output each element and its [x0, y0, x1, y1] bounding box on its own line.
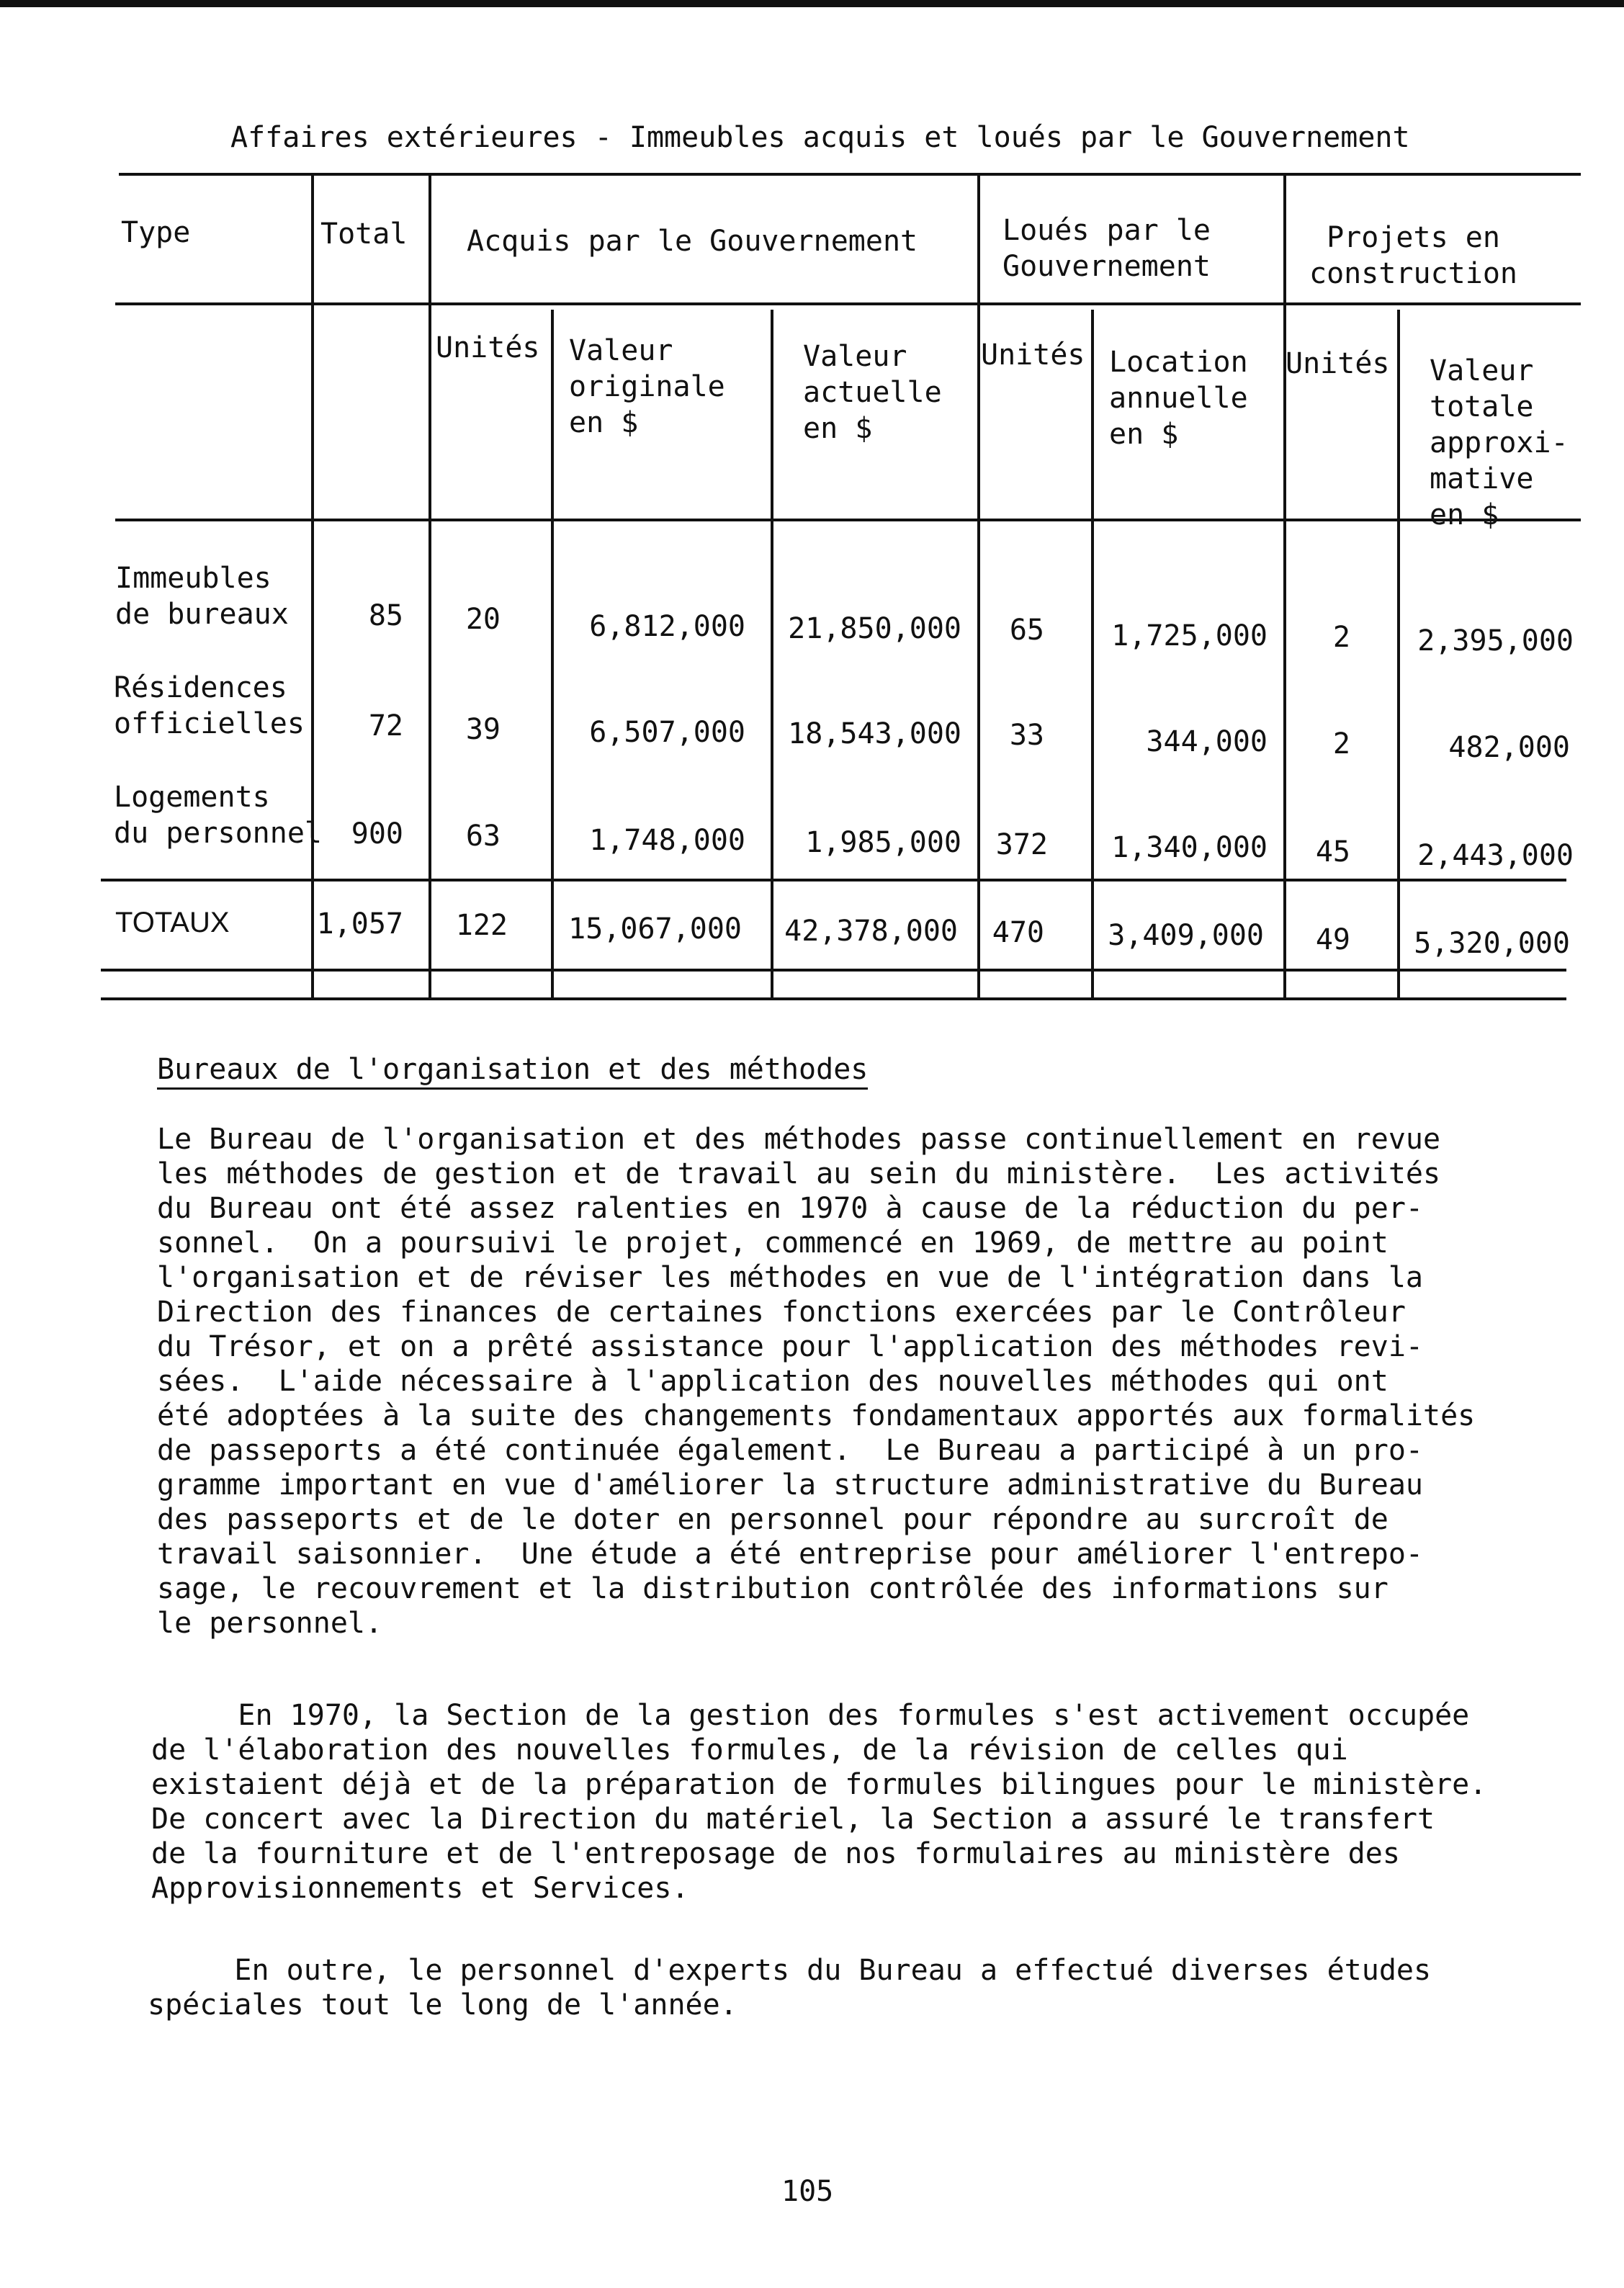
totals-total: 1,057 [316, 907, 403, 941]
row-unites-loues: 372 [995, 828, 1048, 861]
subheader-unites-acquis: Unités [436, 331, 540, 364]
totals-valeur-originale: 15,067,000 [568, 912, 742, 946]
table-col-rule [311, 173, 314, 997]
subheader-unites-loues: Unités [981, 338, 1085, 372]
table-title: Affaires extérieures - Immeubles acquis et loués par le Gouvernement [230, 121, 1410, 154]
table-col-rule [977, 173, 980, 997]
subheader-unites-projets: Unités [1286, 347, 1390, 380]
row-unites-acquis: 63 [465, 820, 501, 853]
col-header-projets: Projets en construction [1309, 221, 1517, 290]
col-header-type: Type [121, 216, 191, 249]
table-rule-bottom [101, 997, 1566, 1000]
row-valeur-originale: 1,748,000 [589, 824, 745, 857]
totals-valeur-actuelle: 42,378,000 [784, 915, 958, 948]
row-type: Logements du personnel [114, 781, 322, 850]
row-unites-projets: 2 [1332, 727, 1350, 761]
table-rule-header [115, 302, 1581, 305]
row-valeur-originale: 6,812,000 [589, 610, 745, 643]
body-paragraph: En 1970, la Section de la gestion des formules s'est activement occupée de l'élaboration des nouvelles formules, de la révision de celles qui existaient déjà et de la préparation de formules bilingues pour le ministère. De concert avec la Direction du matériel, la Section a assuré le transfert de la fourniture et de l'entreposage de nos formulaires au ministère des Approvisionnements et Services. [151, 1699, 1487, 1905]
row-valeur-totale: 482,000 [1448, 731, 1570, 764]
table-col-rule [429, 173, 431, 997]
row-unites-loues: 33 [1009, 719, 1044, 752]
row-valeur-actuelle: 1,985,000 [805, 826, 961, 859]
row-location-annuelle: 1,725,000 [1111, 619, 1268, 652]
row-total: 85 [368, 599, 403, 632]
row-valeur-originale: 6,507,000 [589, 716, 745, 749]
totals-valeur-totale: 5,320,000 [1414, 927, 1570, 960]
table-col-rule [1283, 173, 1286, 997]
row-valeur-totale: 2,395,000 [1417, 624, 1574, 658]
table-rule-totals [101, 969, 1566, 972]
row-valeur-totale: 2,443,000 [1417, 839, 1574, 872]
buildings-table [0, 0, 1624, 1023]
table-rule-subheader [115, 519, 1581, 521]
row-unites-acquis: 39 [465, 713, 501, 746]
subheader-location-annuelle: Location annuelle en $ [1109, 346, 1248, 451]
table-col-rule [1397, 310, 1400, 997]
totals-unites-loues: 470 [992, 916, 1044, 949]
row-valeur-actuelle: 18,543,000 [788, 717, 961, 750]
totals-location-annuelle: 3,409,000 [1108, 919, 1264, 952]
row-unites-projets: 45 [1315, 835, 1350, 869]
row-location-annuelle: 344,000 [1146, 725, 1268, 758]
table-rule-body [101, 879, 1566, 881]
totals-unites-acquis: 122 [455, 909, 508, 942]
row-total: 900 [351, 817, 403, 851]
row-unites-projets: 2 [1332, 621, 1350, 654]
row-location-annuelle: 1,340,000 [1111, 831, 1268, 864]
table-col-rule [551, 310, 554, 997]
table-col-rule [771, 310, 773, 997]
col-header-loues: Loués par le Gouvernement [1002, 214, 1211, 283]
row-unites-loues: 65 [1009, 614, 1044, 647]
totals-label: TOTAUX [115, 907, 230, 938]
totals-unites-projets: 49 [1315, 923, 1350, 956]
row-valeur-actuelle: 21,850,000 [788, 612, 961, 645]
row-type: Immeubles de bureaux [115, 562, 289, 631]
col-header-total: Total [320, 217, 408, 251]
col-header-acquis: Acquis par le Gouvernement [467, 225, 918, 258]
table-col-rule [1091, 310, 1094, 997]
subheader-valeur-totale: Valeur totale approxi- mative en $ [1430, 354, 1569, 531]
row-unites-acquis: 20 [465, 603, 501, 636]
row-type: Résidences officielles [114, 671, 305, 740]
section-heading: Bureaux de l'organisation et des méthodes [157, 1053, 868, 1090]
row-total: 72 [368, 709, 403, 743]
body-paragraph: Le Bureau de l'organisation et des méthodes passe continuellement en revue les méthodes de gestion et de travail au sein du ministère. Les activités du Bureau ont été assez ralenties en 1970 à cause de la réduction du per- sonnel. On a poursuivi le projet, commencé en 1969, de mettre au point l'organisation et de réviser les méthodes en vue de l'intégration dans la Direction des finances de certaines fonctions exercées par le Contrôleur du Trésor, et on a prêté assistance pour l'application des méthodes revi- sées. L'aide nécessaire à l'application des nouvelles méthodes qui ont été adoptées à la suite des changements fondamentaux apportés aux formalités de passeports a été continuée également. Le Bureau a participé à un pro- gramme important en vue d'améliorer la structure administrative du Bureau des passeports et de le doter en personnel pour répondre au surcroît de travail saisonnier. Une étude a été entreprise pour améliorer l'entrepo- sage, le recouvrement et la distribution contrôlée des informations sur le personnel. [157, 1123, 1476, 1640]
body-paragraph: En outre, le personnel d'experts du Bureau a effectué diverses études spéciales tout le long de l'année. [148, 1954, 1432, 2022]
page-number: 105 [781, 2175, 834, 2208]
table-rule-top [119, 173, 1581, 176]
subheader-valeur-originale: Valeur originale en $ [569, 334, 725, 439]
subheader-valeur-actuelle: Valeur actuelle en $ [803, 340, 942, 445]
